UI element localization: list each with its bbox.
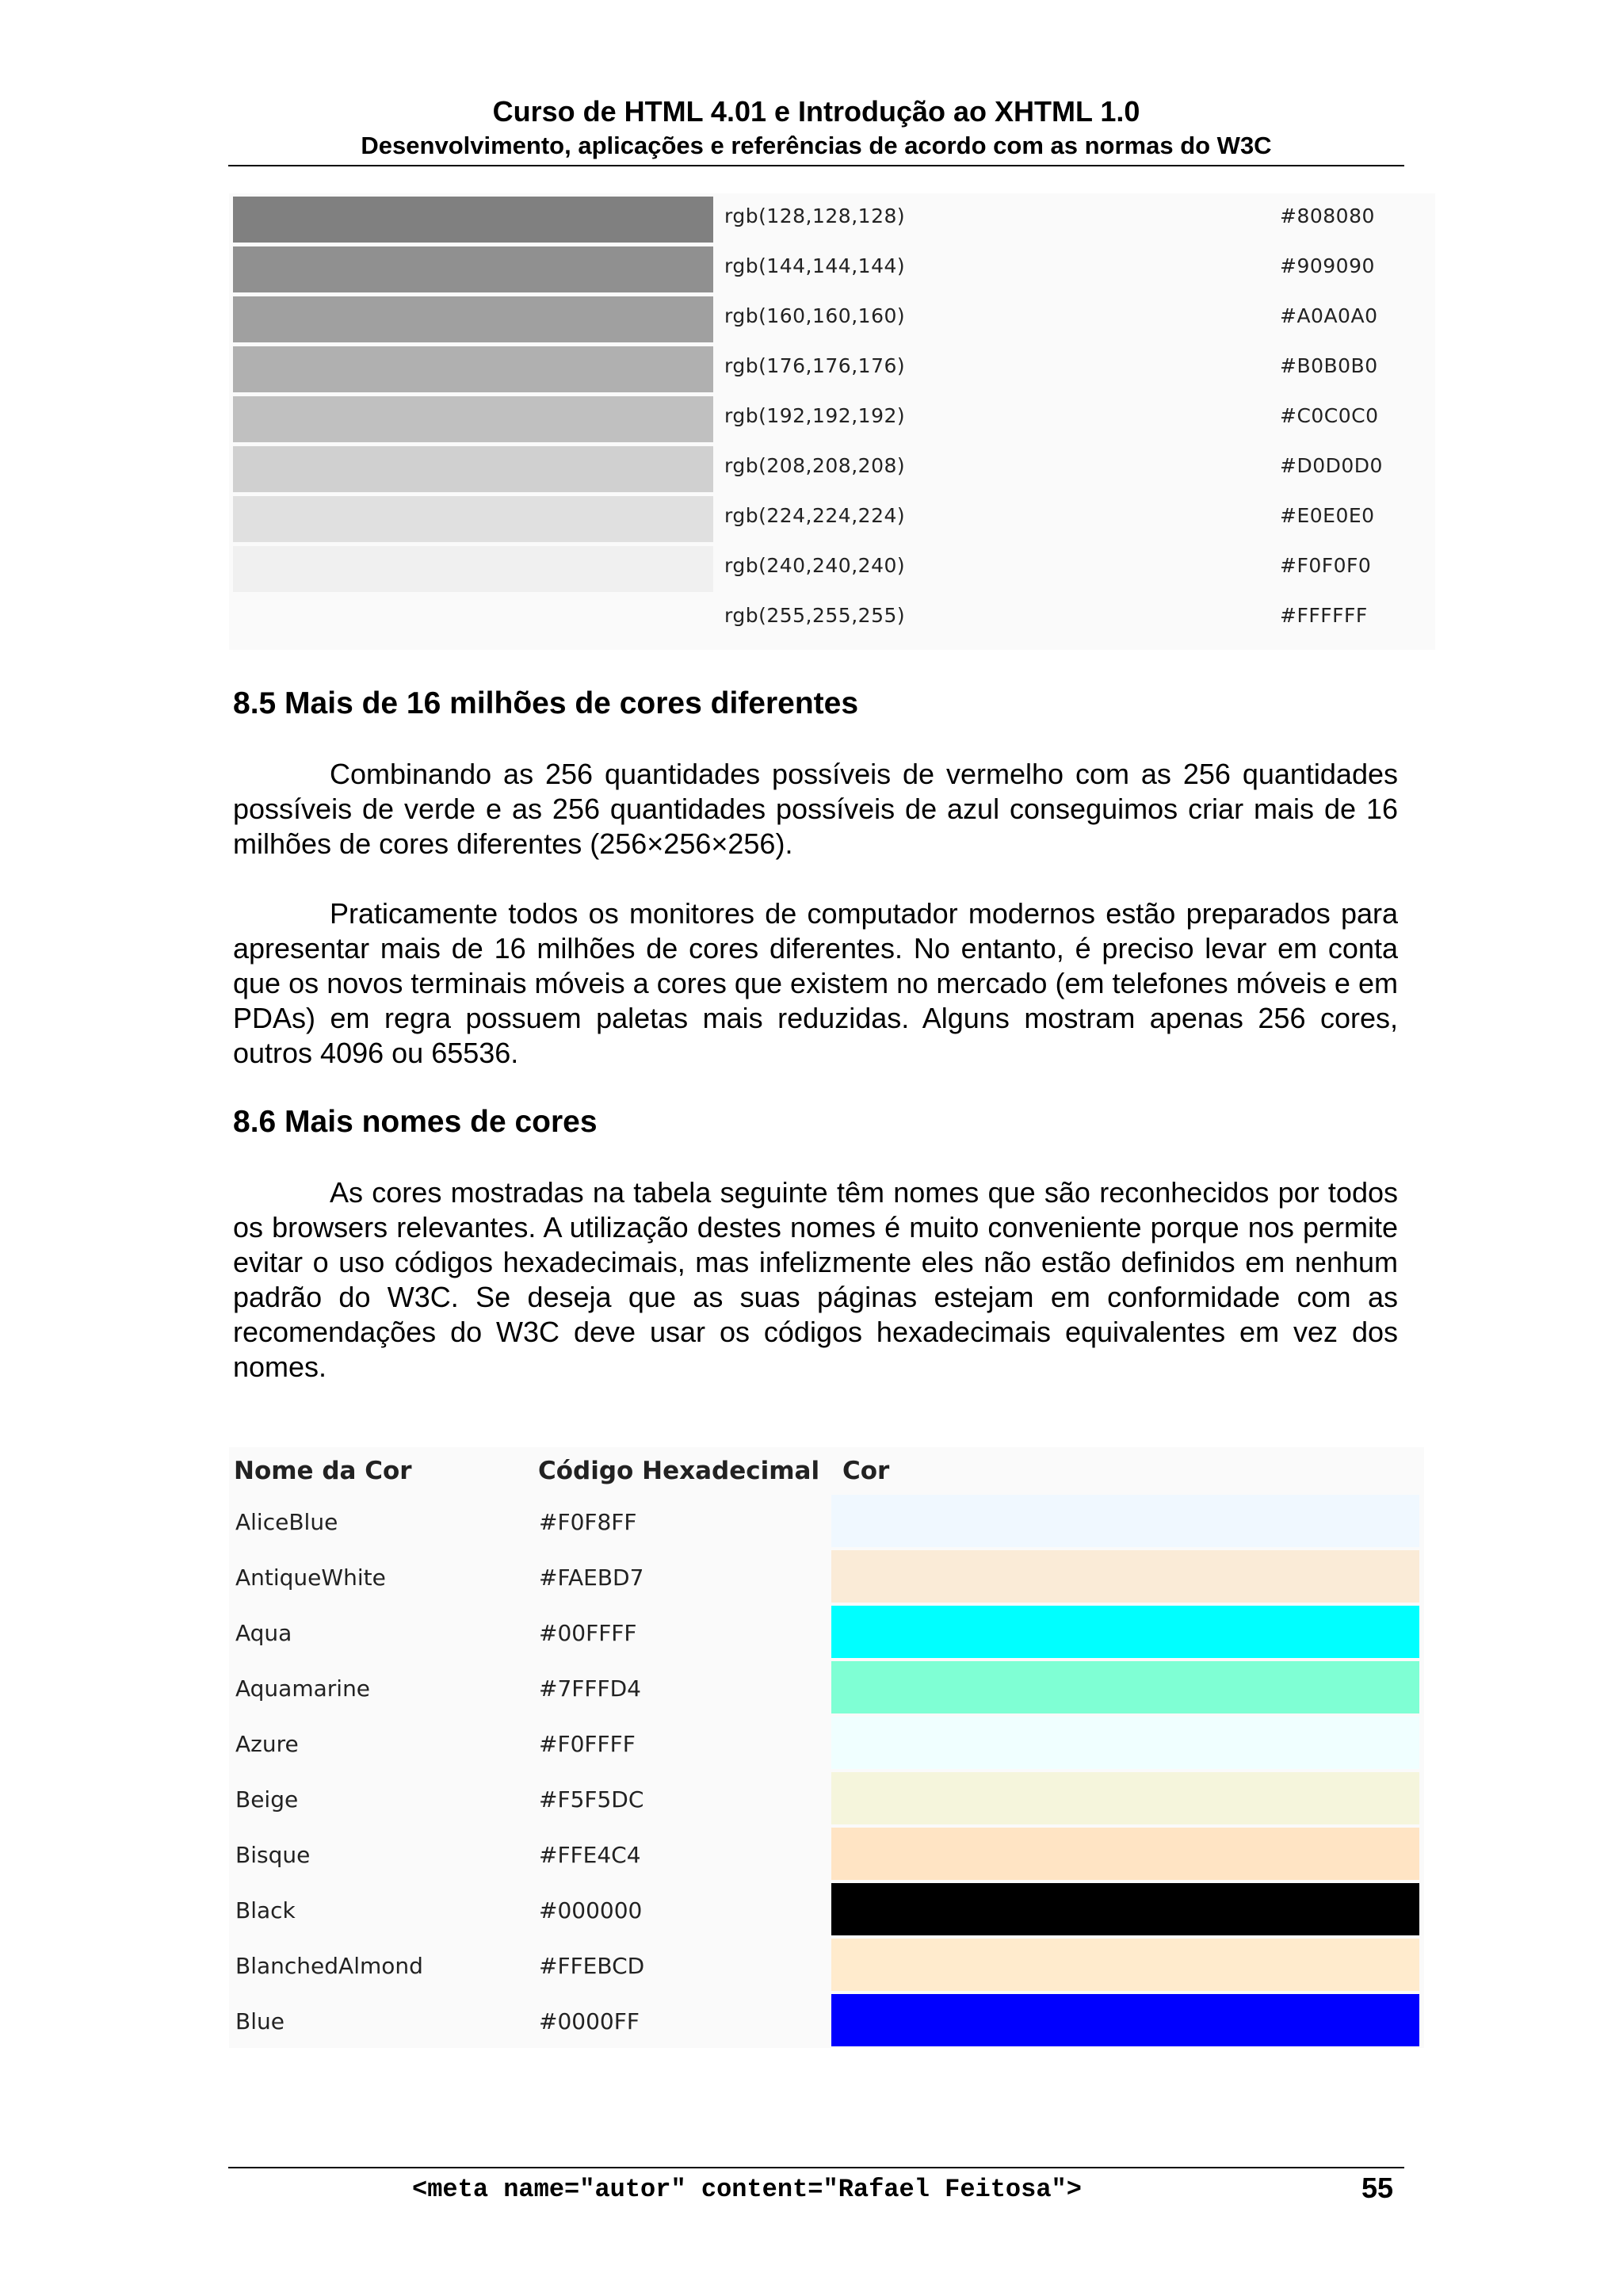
paragraph-text: As cores mostradas na tabela seguinte têm nomes que são reconhecidos por todos os browsers relevantes. A utilização destes nomes é muito conveniente porque nos permite evitar o uso códigos hexadecimais, mas infelizmente eles não estão definidos em nenhum padrão do W3C. Se deseja que as suas páginas estejam em conformidade com as recomendações do W3C deve usar os códigos hexadecimais equivalentes em vez dos nomes. — [233, 1176, 1398, 1383]
color-name: Aqua — [235, 1620, 292, 1646]
gray-rgb-value: rgb(160,160,160) — [724, 304, 906, 327]
gray-swatch — [233, 246, 713, 292]
gray-row — [229, 243, 1435, 293]
gray-scale-table — [229, 193, 1435, 650]
gray-hex-value: #808080 — [1280, 204, 1375, 227]
paragraph — [233, 757, 1398, 861]
gray-hex-value: #909090 — [1280, 254, 1375, 277]
gray-rgb-value: rgb(192,192,192) — [724, 404, 906, 427]
gray-rgb-value: rgb(208,208,208) — [724, 454, 906, 477]
color-hex: #FAEBD7 — [539, 1564, 644, 1591]
table-row — [229, 1549, 1424, 1604]
document-subtitle: Desenvolvimento, aplicações e referências de acordo com as normas do W3C — [361, 132, 1272, 159]
table-row — [229, 1881, 1424, 1937]
color-swatch — [831, 1772, 1419, 1824]
color-hex: #FFE4C4 — [539, 1842, 641, 1868]
document-title: Curso de HTML 4.01 e Introdução ao XHTML 1.0 — [492, 95, 1140, 128]
gray-hex-value: #A0A0A0 — [1280, 304, 1378, 327]
color-name: AliceBlue — [235, 1509, 338, 1535]
paragraph — [233, 1175, 1398, 1385]
paragraph — [233, 896, 1398, 1071]
section-heading-8-5: 8.5 Mais de 16 milhões de cores diferentes — [233, 686, 859, 720]
color-name: Aquamarine — [235, 1675, 371, 1702]
table-row — [229, 1660, 1424, 1715]
color-name: Bisque — [235, 1842, 311, 1868]
gray-hex-value: #D0D0D0 — [1280, 454, 1383, 477]
color-hex: #F0FFFF — [539, 1731, 636, 1757]
header-rule — [228, 165, 1404, 166]
gray-hex-value: #E0E0E0 — [1280, 504, 1375, 527]
footer-rule — [228, 2167, 1404, 2168]
table-row — [229, 1493, 1424, 1549]
gray-swatch — [233, 346, 713, 392]
gray-hex-value: #F0F0F0 — [1280, 554, 1372, 577]
paragraph-text: Combinando as 256 quantidades possíveis de vermelho com as 256 quantidades possíveis de verde e as 256 quantidades possíveis de azul conseguimos criar mais de 16 milhões de cores diferentes (256×256×256). — [233, 758, 1398, 860]
page-header — [228, 94, 1404, 162]
gray-rgb-value: rgb(255,255,255) — [724, 604, 906, 627]
color-swatch — [831, 1828, 1419, 1880]
gray-row — [229, 393, 1435, 443]
gray-row — [229, 443, 1435, 493]
gray-swatch — [233, 396, 713, 442]
color-name: BlanchedAlmond — [235, 1953, 423, 1979]
gray-row — [229, 343, 1435, 393]
color-swatch — [831, 1994, 1419, 2046]
gray-swatch — [233, 296, 713, 342]
gray-hex-value: #B0B0B0 — [1280, 354, 1378, 377]
color-hex: #7FFFD4 — [539, 1675, 641, 1702]
color-hex: #F0F8FF — [539, 1509, 637, 1535]
color-hex: #0000FF — [539, 2008, 640, 2034]
column-header-hex: Código Hexadecimal — [538, 1457, 820, 1485]
color-names-table — [229, 1447, 1424, 2048]
color-name: AntiqueWhite — [235, 1564, 386, 1591]
color-swatch — [831, 1495, 1419, 1547]
gray-hex-value: #C0C0C0 — [1280, 404, 1379, 427]
color-name: Azure — [235, 1731, 299, 1757]
color-hex: #FFEBCD — [539, 1953, 645, 1979]
color-swatch — [831, 1939, 1419, 1991]
gray-row — [229, 293, 1435, 343]
gray-hex-value: #FFFFFF — [1280, 604, 1368, 627]
gray-swatch — [233, 596, 713, 642]
color-swatch — [831, 1883, 1419, 1935]
gray-row — [229, 593, 1435, 643]
gray-rgb-value: rgb(240,240,240) — [724, 554, 906, 577]
color-swatch — [831, 1661, 1419, 1713]
gray-rgb-value: rgb(144,144,144) — [724, 254, 906, 277]
gray-swatch — [233, 446, 713, 492]
color-name: Beige — [235, 1786, 299, 1813]
gray-rgb-value: rgb(176,176,176) — [724, 354, 906, 377]
table-row — [229, 1937, 1424, 1992]
gray-row — [229, 193, 1435, 243]
color-swatch — [831, 1550, 1419, 1603]
paragraph-text: Praticamente todos os monitores de computador modernos estão preparados para apresentar mais de 16 milhões de cores diferentes. No entanto, é preciso levar em conta que os novos terminais móveis a cores que existem no mercado (em telefones móveis e em PDAs) em regra possuem paletas mais reduzidas. Alguns mostram apenas 256 cores, outros 4096 ou 65536. — [233, 897, 1398, 1069]
section-heading-8-6: 8.6 Mais nomes de cores — [233, 1105, 598, 1139]
page-number: 55 — [1361, 2172, 1394, 2204]
color-hex: #F5F5DC — [539, 1786, 644, 1813]
color-swatch — [831, 1606, 1419, 1658]
gray-swatch — [233, 197, 713, 243]
table-row — [229, 1715, 1424, 1771]
gray-row — [229, 543, 1435, 593]
table-row — [229, 1771, 1424, 1826]
gray-rgb-value: rgb(128,128,128) — [724, 204, 906, 227]
column-header-name: Nome da Cor — [234, 1457, 412, 1485]
color-name: Blue — [235, 2008, 285, 2034]
gray-rgb-value: rgb(224,224,224) — [724, 504, 906, 527]
color-hex: #000000 — [539, 1897, 643, 1924]
table-row — [229, 1826, 1424, 1881]
footer-meta-tag: <meta name="autor" content="Rafael Feitosa"> — [412, 2175, 1082, 2204]
gray-swatch — [233, 546, 713, 592]
gray-swatch — [233, 496, 713, 542]
color-swatch — [831, 1717, 1419, 1769]
gray-row — [229, 493, 1435, 543]
color-hex: #00FFFF — [539, 1620, 637, 1646]
color-name: Black — [235, 1897, 296, 1924]
column-header-color: Cor — [842, 1457, 890, 1485]
table-row — [229, 1992, 1424, 2048]
table-row — [229, 1604, 1424, 1660]
